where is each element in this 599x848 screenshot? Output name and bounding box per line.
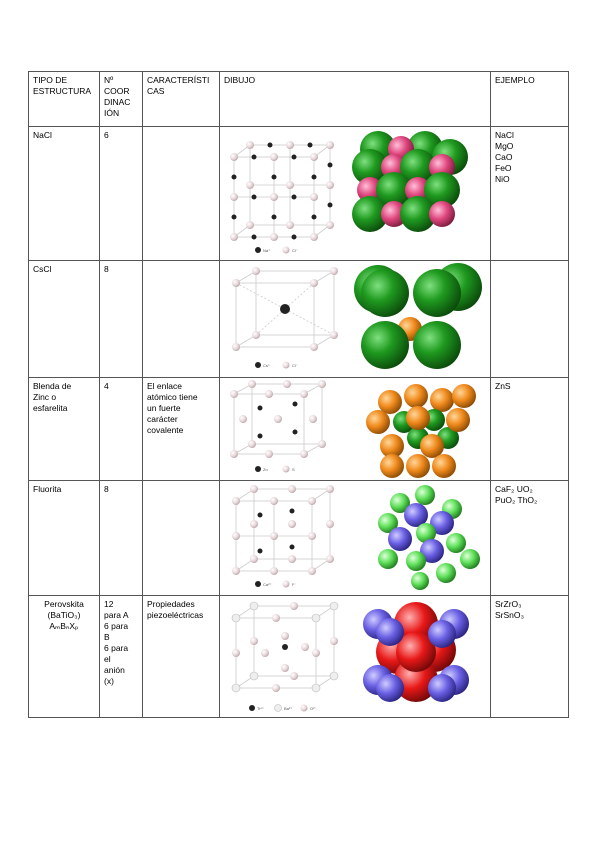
tipo-cell xyxy=(29,378,100,481)
dibujo-cell xyxy=(220,378,491,481)
coord-cell xyxy=(100,378,143,481)
nacl-cl-ions xyxy=(230,141,334,241)
caract-cell xyxy=(143,127,220,261)
legend-label-1: Ca²⁺ xyxy=(263,582,272,587)
header-dibujo xyxy=(220,72,491,127)
fluorita-legend xyxy=(255,581,297,588)
dibujo-cell xyxy=(220,261,491,378)
row-nacl xyxy=(29,127,569,261)
header-dibujo-text: DIBUJO xyxy=(224,75,256,85)
coord-cell xyxy=(100,596,143,718)
caract-text: El enlace atómico tiene un fuerte carácter covalente xyxy=(147,381,198,435)
coord-text: 8 xyxy=(104,264,109,274)
dibujo-cell xyxy=(220,481,491,596)
legend-label-2: F⁻ xyxy=(292,582,297,587)
header-tipo xyxy=(29,72,100,127)
crystal-structures-table xyxy=(28,71,569,718)
tipo-cell xyxy=(29,596,100,718)
tipo-text: Fluorita xyxy=(33,484,62,494)
blenda-drawing xyxy=(220,378,491,480)
tipo-text: CsCl xyxy=(33,264,52,274)
tipo-text: NaCl xyxy=(33,130,52,140)
fluorita-ca-ions xyxy=(232,485,334,575)
legend-label-2: S xyxy=(292,467,295,472)
nacl-legend xyxy=(255,247,298,254)
ejemplo-cell xyxy=(491,378,569,481)
caract-cell xyxy=(143,261,220,378)
blenda-legend xyxy=(255,466,295,473)
dibujo-cell xyxy=(220,127,491,261)
header-coord xyxy=(100,72,143,127)
legend-label-2: Cl⁻ xyxy=(292,363,298,368)
coord-text: 4 xyxy=(104,381,109,391)
legend-label-3: O²⁻ xyxy=(310,706,317,711)
cscl-space-filling-model xyxy=(354,263,482,369)
dibujo-cell xyxy=(220,596,491,718)
legend-label-1: Ti⁴⁺ xyxy=(257,706,265,711)
header-coord-text: Nº COOR DINAC IÓN xyxy=(104,75,131,118)
blenda-space-filling-model xyxy=(366,384,476,478)
ejemplo-text: NaCl MgO CaO FeO NiO xyxy=(495,130,514,184)
perovskita-legend xyxy=(249,705,317,712)
cscl-drawing xyxy=(220,261,491,377)
caract-text: Propiedades piezoeléctricas xyxy=(147,599,204,620)
header-row xyxy=(29,72,569,127)
legend-label-1: Na⁺ xyxy=(263,248,271,253)
row-perovskita xyxy=(29,596,569,718)
tipo-cell xyxy=(29,261,100,378)
header-tipo-text: TIPO DE ESTRUCTURA xyxy=(33,75,92,96)
coord-cell xyxy=(100,481,143,596)
header-ejemplo-text: EJEMPLO xyxy=(495,75,535,85)
header-ejemplo xyxy=(491,72,569,127)
header-caract xyxy=(143,72,220,127)
coord-text: 6 xyxy=(104,130,109,140)
coord-text: 12 para A 6 para B 6 para el anión (x) xyxy=(104,599,129,686)
tipo-text: Perovskita (BaTiO₃) AₘBₙXₚ xyxy=(44,599,84,631)
coord-cell xyxy=(100,127,143,261)
ejemplo-cell xyxy=(491,261,569,378)
fluorita-drawing xyxy=(220,481,491,595)
row-cscl xyxy=(29,261,569,378)
legend-label-2: Ba²⁺ xyxy=(284,706,293,711)
coord-text: 8 xyxy=(104,484,109,494)
ejemplo-cell xyxy=(491,596,569,718)
header-caract-text: CARACTERÍSTI CAS xyxy=(147,75,210,96)
perovskita-ti-ion xyxy=(282,644,288,650)
perovskita-drawing xyxy=(220,596,491,717)
ejemplo-text: CaF₂ UO₂ PuO₂ ThO₂ xyxy=(495,484,538,505)
tipo-text: Blenda de Zinc o esfarelita xyxy=(33,381,72,413)
ejemplo-text: ZnS xyxy=(495,381,511,391)
nacl-drawing xyxy=(220,127,491,260)
legend-label-1: Cs⁺ xyxy=(263,363,270,368)
fluorita-f-ions xyxy=(258,509,295,554)
nacl-space-filling-model xyxy=(352,131,468,232)
fluorita-space-filling-model xyxy=(378,485,480,590)
perovskita-space-filling-model xyxy=(363,602,469,702)
coord-cell xyxy=(100,261,143,378)
ejemplo-cell xyxy=(491,481,569,596)
cscl-cs-ion xyxy=(280,304,290,314)
legend-label-1: Zn xyxy=(263,467,268,472)
caract-cell xyxy=(143,378,220,481)
tipo-cell xyxy=(29,481,100,596)
row-fluorita xyxy=(29,481,569,596)
ejemplo-text: SrZrO₃ SrSnO₃ xyxy=(495,599,524,620)
ejemplo-cell xyxy=(491,127,569,261)
tipo-cell xyxy=(29,127,100,261)
legend-label-2: Cl⁻ xyxy=(292,248,298,253)
row-blenda xyxy=(29,378,569,481)
caract-cell xyxy=(143,481,220,596)
caract-cell xyxy=(143,596,220,718)
blenda-s-ions xyxy=(230,380,326,458)
cscl-legend xyxy=(255,362,298,369)
